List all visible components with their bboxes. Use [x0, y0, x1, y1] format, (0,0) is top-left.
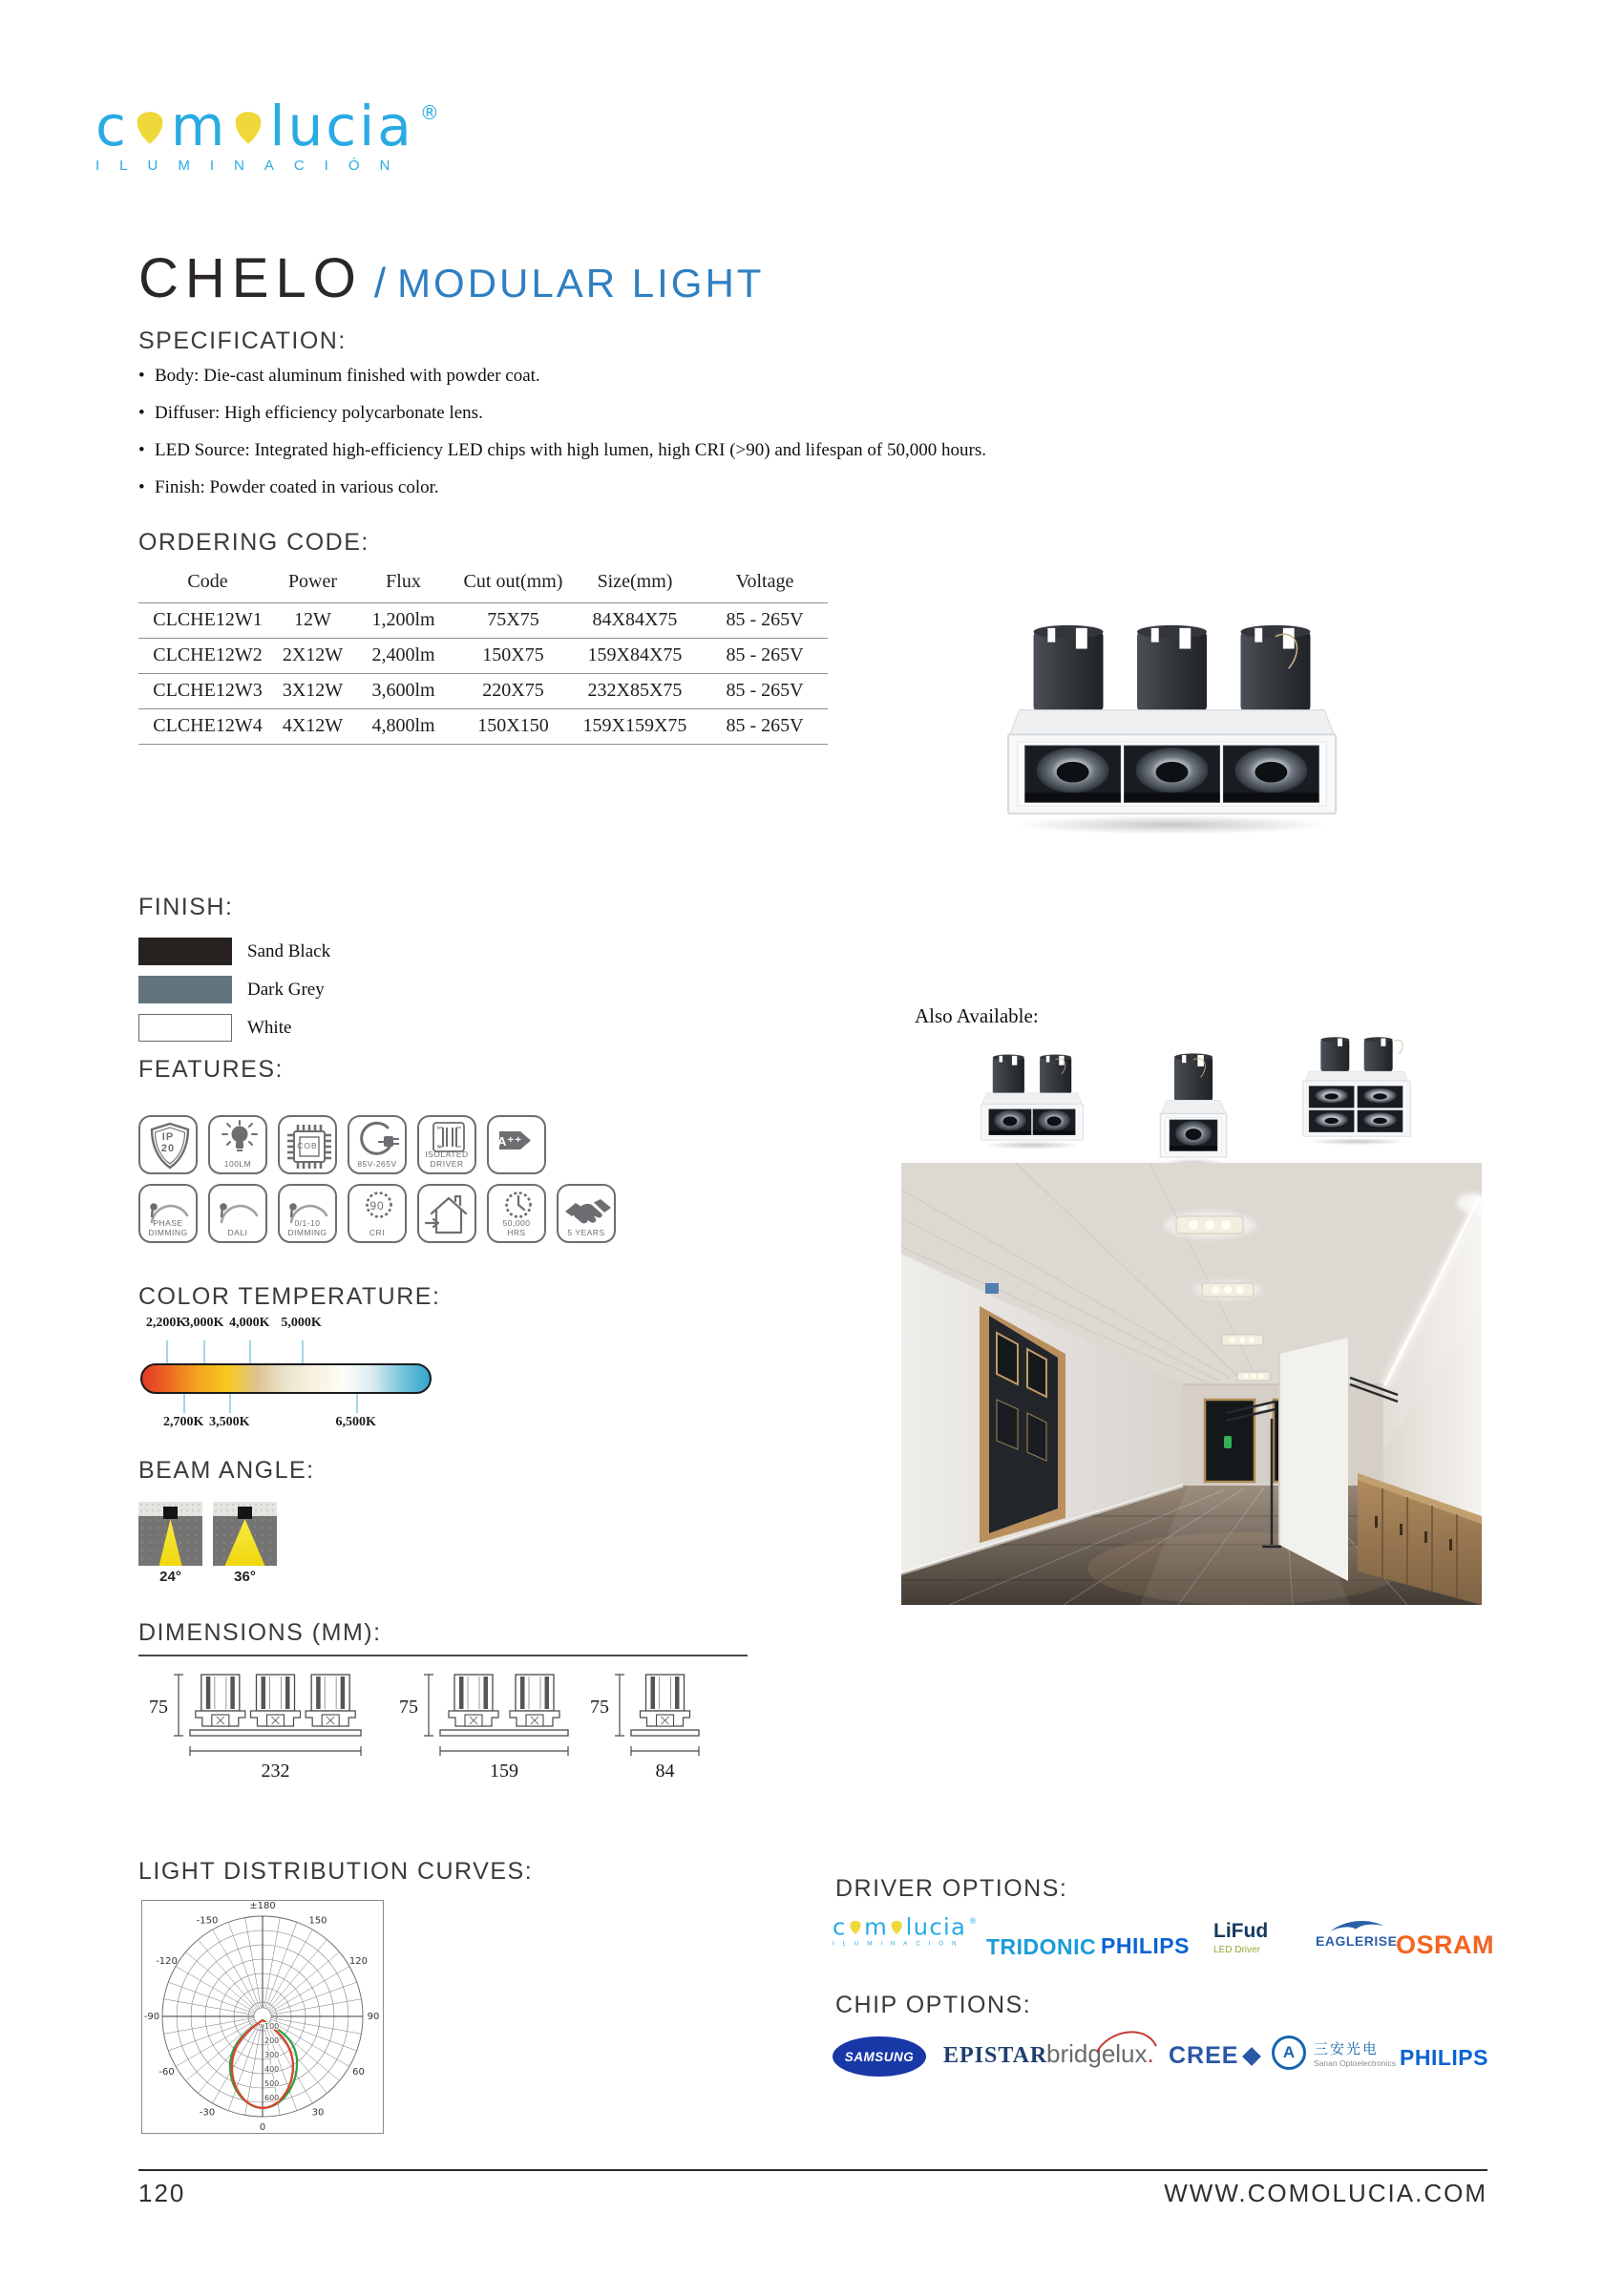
- brand-cree: CREE: [1169, 2042, 1258, 2070]
- brand-osram: OSRAM: [1396, 1930, 1494, 1959]
- finish-swatch: [138, 1014, 232, 1042]
- ct-top-label: 5,000K: [281, 1316, 322, 1330]
- application-photo-hallway: [901, 1163, 1482, 1605]
- dimensions-heading: DIMENSIONS (MM):: [138, 1619, 382, 1646]
- logo-letter-c: c: [95, 94, 129, 158]
- eagle-icon: [1327, 1919, 1386, 1933]
- ct-bottom-tick: [356, 1394, 358, 1413]
- table-cell: 3X12W: [277, 674, 348, 709]
- logo-letters-lucia: lucia: [905, 1912, 967, 1941]
- title-separator: /: [373, 260, 387, 306]
- spec-bullet: • Diffuser: High efficiency polycarbonate lens.: [138, 394, 1189, 432]
- product-image-1-module: [1157, 1048, 1230, 1175]
- feature-icon-label: PHASE DIMMING: [148, 1218, 188, 1237]
- feature-icon-text: 90: [369, 1198, 385, 1213]
- dimension-drawing-1-module: [582, 1669, 706, 1786]
- feature-cob: [278, 1115, 337, 1174]
- logo-letter-m: m: [864, 1912, 889, 1941]
- finish-swatch: [138, 976, 232, 1003]
- logo-pick-icon: [889, 1919, 905, 1936]
- product-type: MODULAR LIGHT: [397, 261, 765, 306]
- feature-icon-label: 85V-265V: [357, 1158, 397, 1169]
- table-header-row: [138, 565, 828, 603]
- chip-options-heading: CHIP OPTIONS:: [835, 1992, 1032, 2018]
- column-header: Cut out(mm): [463, 571, 563, 592]
- beam-diagram: [213, 1502, 277, 1566]
- registered-mark: ®: [419, 101, 442, 124]
- brand-epistar: EPISTAR: [943, 2043, 1048, 2068]
- spec-bullet: • Body: Die-cast aluminum finished with powder coat.: [138, 357, 1189, 394]
- table-cell: 4X12W: [277, 709, 348, 745]
- brand-philips-chip: PHILIPS: [1400, 2045, 1488, 2070]
- table-cell: 12W: [277, 603, 348, 639]
- svg-text:N: N: [437, 1145, 441, 1150]
- finish-swatch: [138, 938, 232, 965]
- light-distribution-chart: [141, 1900, 384, 2134]
- table-cell: 4,800lm: [348, 709, 458, 745]
- table-cell: 159X84X75: [568, 639, 702, 674]
- column-header: Code: [187, 571, 228, 592]
- feature-dali: [208, 1184, 267, 1243]
- feature-50-000: [487, 1184, 546, 1243]
- ordering-code-heading: ORDERING CODE:: [138, 529, 369, 556]
- ct-bottom-label: 6,500K: [335, 1415, 376, 1429]
- feature-house: [417, 1184, 476, 1243]
- finish-item: [138, 938, 330, 965]
- svg-text:200: 200: [264, 2036, 280, 2045]
- table-cell: 232X85X75: [568, 674, 702, 709]
- table-cell: 220X75: [458, 674, 568, 709]
- finish-heading: FINISH:: [138, 894, 234, 920]
- ct-top-tick: [166, 1340, 168, 1363]
- table-row: [138, 674, 828, 709]
- finish-label: Sand Black: [247, 940, 331, 961]
- table-cell: CLCHE12W1: [138, 603, 277, 639]
- table-cell: CLCHE12W3: [138, 674, 277, 709]
- brand-eaglerise: EAGLERISE: [1316, 1919, 1397, 1949]
- dimension-drawing-2-module: [391, 1669, 575, 1786]
- cree-diamond-icon: [1243, 2047, 1262, 2066]
- brand-philips-driver: PHILIPS: [1101, 1933, 1190, 1958]
- column-header: Voltage: [735, 571, 794, 592]
- svg-text:±180: ±180: [249, 1901, 276, 1911]
- table-cell: 84X84X75: [568, 603, 702, 639]
- table-row: [138, 603, 828, 639]
- ct-top-tick: [203, 1340, 205, 1363]
- finish-item: [138, 976, 325, 1003]
- table-cell: 159X159X75: [568, 709, 702, 745]
- table-row: [138, 639, 828, 674]
- svg-text:60: 60: [352, 2067, 365, 2078]
- ordering-code-table: [138, 565, 828, 745]
- table-cell: 3,600lm: [348, 674, 458, 709]
- svg-text:84: 84: [655, 1761, 675, 1782]
- features-heading: FEATURES:: [138, 1056, 284, 1083]
- table-cell: 85 - 265V: [702, 674, 828, 709]
- bridgelux-arc-icon: [1095, 2028, 1158, 2053]
- svg-text:90: 90: [367, 2012, 380, 2022]
- footer-rule: [138, 2169, 1487, 2171]
- feature-icon-text: A⁺⁺: [496, 1134, 523, 1149]
- svg-text:0: 0: [259, 2122, 266, 2133]
- logo-letters-lucia: lucia: [269, 94, 414, 158]
- svg-text:-150: -150: [196, 1915, 219, 1927]
- beam-fixture: [163, 1507, 178, 1519]
- feature-icon-text: COB: [297, 1141, 318, 1150]
- svg-text:150: 150: [308, 1915, 327, 1927]
- table-cell: 2,400lm: [348, 639, 458, 674]
- ct-bottom-tick: [229, 1394, 231, 1413]
- ct-bottom-tick: [183, 1394, 185, 1413]
- svg-text:-30: -30: [199, 2107, 216, 2119]
- feature-icon-label: DALI: [227, 1227, 248, 1237]
- ct-top-tick: [249, 1340, 251, 1363]
- ct-top-tick: [302, 1340, 304, 1363]
- table-cell: 150X75: [458, 639, 568, 674]
- svg-text:-120: -120: [156, 1956, 178, 1967]
- svg-text:100: 100: [264, 2022, 280, 2031]
- feature-icon-label: CRI: [369, 1227, 386, 1237]
- feature-ip: [138, 1115, 198, 1174]
- svg-text:300: 300: [264, 2051, 280, 2059]
- color-temperature-bar: [140, 1363, 432, 1394]
- dimension-drawing-3-module: [141, 1669, 368, 1786]
- table-cell: CLCHE12W4: [138, 709, 277, 745]
- ct-bottom-label: 3,500K: [209, 1415, 250, 1429]
- product-image-3-module: [1002, 616, 1341, 842]
- logo-letter-m: m: [170, 94, 228, 158]
- column-header: Size(mm): [597, 571, 673, 592]
- svg-text:-60: -60: [158, 2067, 175, 2078]
- svg-text:120: 120: [348, 1956, 369, 1967]
- svg-text:600: 600: [264, 2094, 280, 2102]
- brand-tridonic: TRIDONIC: [986, 1934, 1097, 1959]
- table-cell: 85 - 265V: [702, 603, 828, 639]
- dimensions-rule: [138, 1655, 748, 1656]
- table-cell: 85 - 265V: [702, 709, 828, 745]
- table-cell: 75X75: [458, 603, 568, 639]
- product-name: CHELO: [138, 247, 363, 309]
- svg-text:30: 30: [311, 2107, 325, 2119]
- svg-text:75: 75: [399, 1697, 418, 1718]
- driver-options-heading: DRIVER OPTIONS:: [835, 1875, 1068, 1902]
- logo-subtitle: ILUMINACIÓN: [833, 1939, 965, 1948]
- svg-text:232: 232: [261, 1761, 290, 1782]
- ct-bottom-label: 2,700K: [162, 1415, 204, 1429]
- feature-isolated: [417, 1115, 476, 1174]
- feature-icon-label: 100LM: [223, 1158, 252, 1169]
- svg-text:-90: -90: [143, 2012, 160, 2022]
- logo-pick-icon: [131, 107, 169, 149]
- feature-cri: [348, 1184, 407, 1243]
- feature-85v-265v: [348, 1115, 407, 1174]
- feature-a-: [487, 1115, 546, 1174]
- table-cell: 1,200lm: [348, 603, 458, 639]
- finish-label: Dark Grey: [247, 979, 325, 1000]
- ct-top-label: 3,000K: [183, 1316, 224, 1330]
- beam-fixture: [238, 1507, 252, 1519]
- column-header: Flux: [386, 571, 421, 592]
- color-temperature-scale: [140, 1316, 428, 1440]
- also-available-label: Also Available:: [915, 1004, 1039, 1027]
- beam-angle-value: 36°: [234, 1569, 256, 1585]
- feature-icon-label: ISOLATED DRIVER: [425, 1150, 469, 1169]
- svg-text:500: 500: [264, 2079, 280, 2088]
- brand-sanan: A 三安光电 Sanan Optoelectronics: [1272, 2035, 1396, 2070]
- svg-text:400: 400: [264, 2065, 280, 2074]
- website-url: WWW.COMOLUCIA.COM: [1164, 2179, 1487, 2207]
- feature-icon-label: 0/1-10 DIMMING: [287, 1218, 327, 1237]
- comolucia-logo: [95, 94, 442, 174]
- registered-mark: ®: [968, 1916, 979, 1927]
- feature-5-years: [557, 1184, 616, 1243]
- feature-icon-text: IP 20: [160, 1131, 176, 1154]
- table-cell: 150X150: [458, 709, 568, 745]
- logo-pick-icon: [847, 1919, 863, 1936]
- spec-bullet: • LED Source: Integrated high-efficiency LED chips with high lumen, high CRI (>90) and lifespan of 50,000 hours.: [138, 432, 1189, 469]
- sanan-badge-icon: A: [1272, 2035, 1306, 2070]
- specification-list: [138, 357, 1189, 506]
- color-temperature-heading: COLOR TEMPERATURE:: [138, 1283, 441, 1310]
- column-header: Power: [287, 571, 338, 592]
- beam-angle-value: 24°: [159, 1569, 181, 1585]
- light-distribution-heading: LIGHT DISTRIBUTION CURVES:: [138, 1858, 534, 1885]
- table-cell: 2X12W: [277, 639, 348, 674]
- logo-subtitle: ILUMINACIÓN: [95, 158, 411, 174]
- feature-icon-label: 50,000 HRS: [502, 1218, 531, 1237]
- specification-heading: SPECIFICATION:: [138, 327, 347, 354]
- ct-top-label: 4,000K: [229, 1316, 270, 1330]
- ct-top-label: 2,200K: [145, 1316, 187, 1330]
- logo-pick-icon: [229, 107, 267, 149]
- table-cell: CLCHE12W2: [138, 639, 277, 674]
- feature-0-1-10: [278, 1184, 337, 1243]
- feature-phase: [138, 1184, 198, 1243]
- spec-bullet: • Finish: Powder coated in various color.: [138, 469, 1189, 506]
- table-cell: 85 - 265V: [702, 639, 828, 674]
- feature-100lm: [208, 1115, 267, 1174]
- comolucia-wordmark: [95, 94, 442, 158]
- brand-samsung: SAMSUNG: [833, 2036, 926, 2077]
- brand-comolucia: [833, 1912, 979, 1948]
- table-row: [138, 709, 828, 745]
- product-image-4-module: [1300, 1035, 1413, 1150]
- finish-label: White: [247, 1017, 292, 1038]
- svg-text:L: L: [437, 1126, 440, 1131]
- brand-bridgelux: bridgelux.: [1046, 2039, 1154, 2069]
- logo-letter-c: c: [833, 1912, 847, 1941]
- product-image-2-module: [979, 1050, 1086, 1155]
- feature-icon-label: 5 YEARS: [567, 1227, 605, 1237]
- svg-text:75: 75: [590, 1697, 609, 1718]
- page-number: 120: [138, 2179, 186, 2207]
- beam-angle-heading: BEAM ANGLE:: [138, 1457, 315, 1484]
- svg-text:159: 159: [490, 1761, 518, 1782]
- svg-text:75: 75: [149, 1697, 168, 1718]
- page-title: [138, 246, 764, 310]
- brand-lifud: LiFud LED Driver: [1213, 1920, 1269, 1955]
- beam-diagram: [138, 1502, 202, 1566]
- finish-item: [138, 1014, 291, 1042]
